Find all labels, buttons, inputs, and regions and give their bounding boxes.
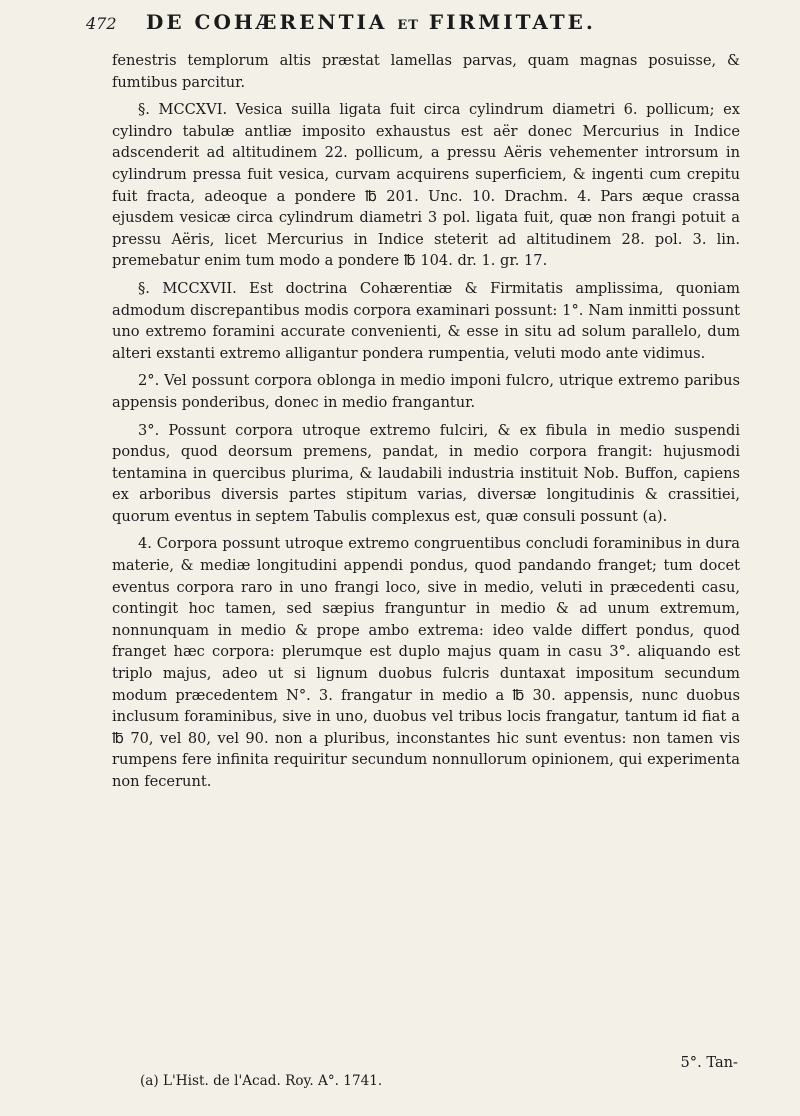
paragraph-item-2: 2°. Vel possunt corpora oblonga in medio imponi fulcro, utrique extremo paribus appensis ponderibus, donec in medio frangantur.	[112, 372, 740, 411]
paragraph-section-1217: §. MCCXVII. Est doctrina Cohærentiæ & Firmitatis amplissima, quoniam admodum discrepantibus modis corpora examinari possunt: 1°. Nam inmitti possunt uno extremo foramini accurate convenienti, & esse in situ ad solum parallelo, dum alteri exstanti extremo alligantur pondera rumpentia, veluti modo ante vidimus.	[112, 279, 740, 362]
paragraph-section-1216: §. MCCXVI. Vesica suilla ligata fuit circa cylindrum diametri 6. pollicum; ex cylindro tabulæ antliæ imposito exhaustus est aër donec Mercurius in Indice adscenderit ad altitudinem 22. pollicum, a pressu Aëris vehementer introrsum in cylindrum pressa fuit vesica, curvam acquirens superficiem, & ingenti cum crepitu fuit fracta, adeoque a pondere ℔ 201. Unc. 10. Drachm. 4. Pars æque crassa ejusdem vesicæ circa cylindrum diametri 3 pol. ligata fuit, quæ non frangi potuit a pressu Aëris, licet Mercurius in Indice steterit ad altitudinem 28. pol. 3. lin. premebatur enim tum modo a pondere ℔ 104. dr. 1. gr. 17.	[112, 101, 740, 270]
paragraph-continued: fenestris templorum altis præstat lamellas parvas, quam magnas posuisse, & fumtibus parcitur.	[112, 52, 740, 91]
page-number: 472	[86, 14, 117, 33]
title-et: ET	[397, 18, 419, 33]
running-header	[86, 10, 746, 44]
paragraph-item-3: 3°. Possunt corpora utroque extremo fulciri, & ex fibula in medio suspendi pondus, quod deorsum premens, pandat, in medio corpora frangit: hujusmodi tentamina in quercibus plurima, & laudabili industria instituit Nob. Buffon, capiens ex arboribus diversis partes stipitum varias, diversæ longitudinis & crassitiei, quorum eventus in septem Tabulis complexus est, quæ consuli possunt (a).	[112, 421, 740, 525]
running-title	[146, 10, 596, 34]
title-left: DE COHÆRENTIA	[146, 10, 388, 34]
title-right: FIRMITATE.	[428, 10, 596, 34]
paragraph-item-4: 4. Corpora possunt utroque extremo congruentibus concludi foraminibus in dura materie, & mediæ longitudini appendi pondus, quod pandando franget; tum docet eventus corpora raro in uno frangi loco, sive in medio, veluti in præcedenti casu, contingit hoc tamen, sed sæpius franguntur in medio & ad unum extremum, nonnunquam in medio & prope ambo extrema: ideo valde differt pondus, quod franget hæc corpora: plerumque est duplo majus quam in casu 3°. aliquando est triplo majus, adeo ut si lignum duobus fulcris duntaxat impositum secundum modum præcedentem N°. 3. frangatur in medio a ℔ 30. appensis, nunc duobus inclusum foraminibus, sive in uno, duobus vel tribus locis frangatur, tantum id fiat a ℔ 70, vel 80, vel 90. non a pluribus, inconstantes hic sunt eventus: non tamen vis rumpens fere infinita requiritur secundum nonnullorum opinionem, qui experimenta non fecerunt.	[112, 535, 740, 790]
footnote: (a) L'Hist. de l'Acad. Roy. A°. 1741.	[140, 1073, 383, 1089]
body-text	[112, 50, 740, 793]
catchword: 5°. Tan-	[680, 1054, 738, 1071]
